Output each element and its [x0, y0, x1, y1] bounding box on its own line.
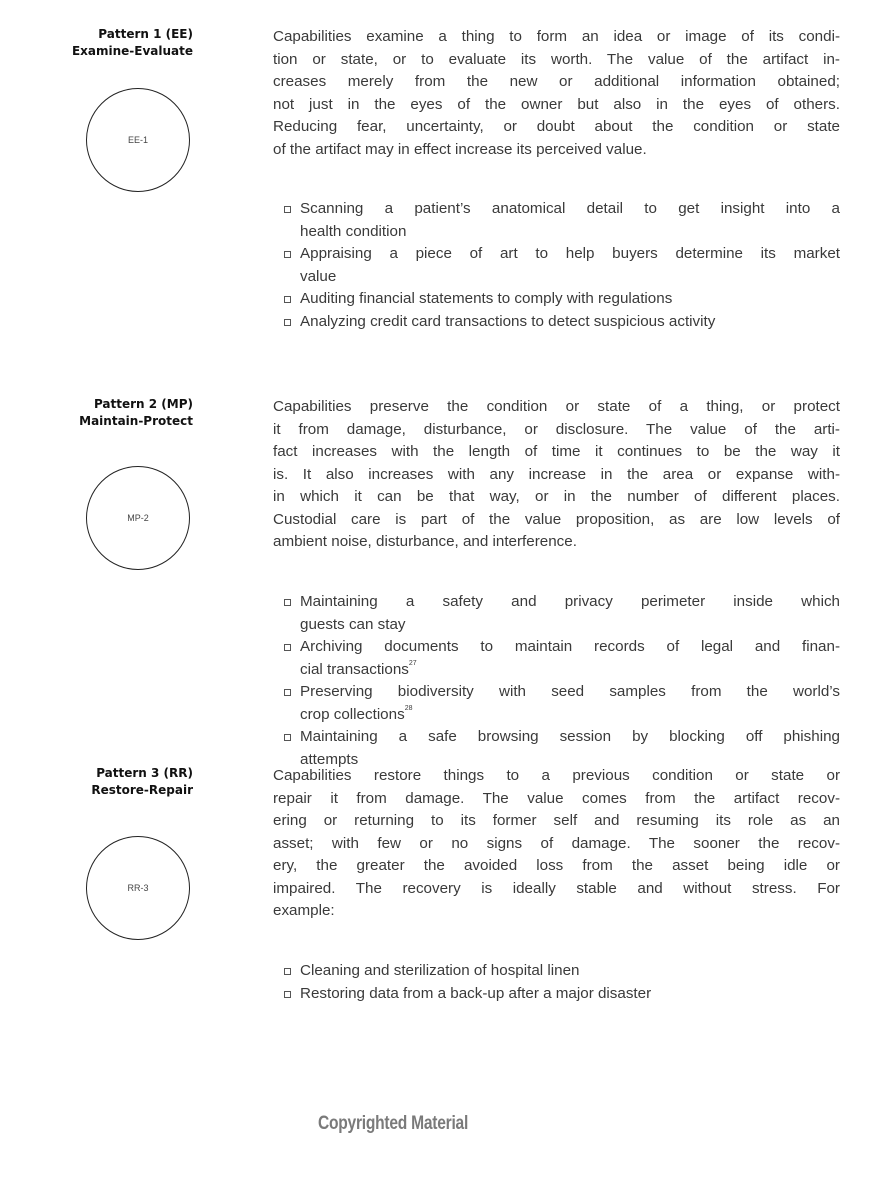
pattern-subtitle: Restore-Repair	[91, 783, 193, 797]
copyright-watermark: Copyrighted Material	[318, 1113, 469, 1134]
square-bullet-icon	[284, 319, 291, 326]
square-bullet-icon	[284, 991, 291, 998]
list-item	[273, 960, 840, 983]
text-line: ery, the greater the avoided loss from the asset being idle or	[273, 857, 840, 874]
line-text: Cleaning and sterilization of hospital linen	[300, 962, 580, 979]
text-line: ambient noise, disturbance, and interference.	[273, 533, 577, 550]
text-line	[300, 681, 840, 704]
line-text: Appraising a piece of art to help buyers determine its market	[300, 245, 840, 262]
pattern-heading	[0, 396, 193, 430]
pattern-circle: MP-2	[86, 466, 190, 570]
footnote-ref[interactable]: 28	[404, 704, 413, 712]
text-line: repair it from damage. The value comes from the artifact recov-	[273, 789, 840, 807]
line-text: Restoring data from a back-up after a major disaster	[300, 984, 652, 1002]
square-bullet-icon	[284, 206, 291, 213]
text-line	[300, 659, 840, 682]
pattern-description	[273, 396, 840, 554]
text-line: Capabilities restore things to a previous condition or state or	[273, 767, 840, 784]
text-line: Capabilities preserve the condition or state of a thing, or protect	[273, 398, 840, 415]
pattern-circle: EE-1	[86, 88, 190, 192]
text-line: Custodial care is part of the value proposition, as are low levels of	[273, 510, 840, 528]
line-text: Analyzing credit card transactions to detect suspicious activity	[300, 312, 716, 330]
text-line	[300, 311, 840, 334]
text-line	[300, 726, 840, 749]
text-line	[300, 704, 840, 727]
pattern-subtitle: Maintain-Protect	[79, 414, 193, 428]
line-text: value	[300, 267, 337, 285]
square-bullet-icon	[284, 251, 291, 258]
text-line	[300, 960, 840, 983]
text-line: of the artifact may in effect increase its perceived value.	[273, 140, 647, 158]
square-bullet-icon	[284, 599, 291, 606]
text-line: Capabilities examine a thing to form an idea or image of its condi-	[273, 28, 840, 45]
text-line: asset; with few or no signs of damage. The sooner the recov-	[273, 834, 840, 852]
text-line	[300, 243, 840, 266]
text-line: not just in the eyes of the owner but also in the eyes of others.	[273, 95, 840, 113]
text-line	[300, 591, 840, 614]
list-item	[273, 681, 840, 726]
line-text: cial transactions	[300, 660, 409, 678]
line-text: Preserving biodiversity with seed samples from the world’s	[300, 683, 840, 700]
text-line: creases merely from the new or additional information obtained;	[273, 73, 840, 90]
line-text: Auditing financial statements to comply with regulations	[300, 290, 673, 307]
text-line: in which it can be that way, or in the number of different places.	[273, 488, 840, 505]
square-bullet-icon	[284, 734, 291, 741]
line-text: Maintaining a safe browsing session by blocking off phishing	[300, 728, 840, 745]
square-bullet-icon	[284, 689, 291, 696]
example-list	[273, 198, 840, 333]
pattern-heading	[0, 26, 193, 60]
square-bullet-icon	[284, 968, 291, 975]
list-item	[273, 591, 840, 636]
list-item	[273, 311, 840, 334]
line-text: health condition	[300, 222, 407, 240]
text-line: it from damage, disturbance, or disclosure. The value of the arti-	[273, 420, 840, 438]
list-item	[273, 983, 840, 1006]
text-line	[300, 266, 840, 289]
pattern-circle: RR-3	[86, 836, 190, 940]
text-line: impaired. The recovery is ideally stable and without stress. For	[273, 879, 840, 897]
line-text: Archiving documents to maintain records of legal and finan-	[300, 638, 840, 655]
text-line: ering or returning to its former self and resuming its role as an	[273, 812, 840, 829]
line-text: attempts	[300, 750, 359, 768]
footnote-ref[interactable]: 27	[408, 659, 417, 667]
list-item	[273, 243, 840, 288]
square-bullet-icon	[284, 644, 291, 651]
pattern-description	[273, 26, 840, 161]
example-list	[273, 591, 840, 771]
text-line	[300, 288, 840, 311]
text-line	[300, 983, 840, 1006]
pattern-title: Pattern 2 (MP)	[93, 397, 193, 411]
line-text: Maintaining a safety and privacy perimeter inside which	[300, 593, 840, 610]
list-item	[273, 288, 840, 311]
text-line	[300, 636, 840, 659]
pattern-description	[273, 765, 840, 923]
text-line: fact increases with the length of time it continues to be the way it	[273, 443, 840, 460]
text-line	[300, 221, 840, 244]
pattern-heading	[0, 765, 193, 799]
pattern-subtitle: Examine-Evaluate	[71, 44, 193, 58]
text-line	[300, 198, 840, 221]
list-item	[273, 198, 840, 243]
line-text: guests can stay	[300, 615, 406, 633]
pattern-title: Pattern 3 (RR)	[96, 766, 193, 780]
text-line: is. It also increases with any increase in the area or expanse with-	[273, 465, 840, 483]
square-bullet-icon	[284, 296, 291, 303]
list-item	[273, 636, 840, 681]
text-line: example:	[273, 902, 335, 919]
text-line	[300, 614, 840, 637]
line-text: crop collections	[300, 705, 405, 723]
pattern-title: Pattern 1 (EE)	[98, 27, 193, 41]
text-line: tion or state, or to evaluate its worth. The value of the artifact in-	[273, 50, 840, 68]
text-line: Reducing fear, uncertainty, or doubt about the condition or state	[273, 118, 840, 135]
line-text: Scanning a patient’s anatomical detail to get insight into a	[300, 200, 840, 217]
example-list	[273, 960, 840, 1005]
